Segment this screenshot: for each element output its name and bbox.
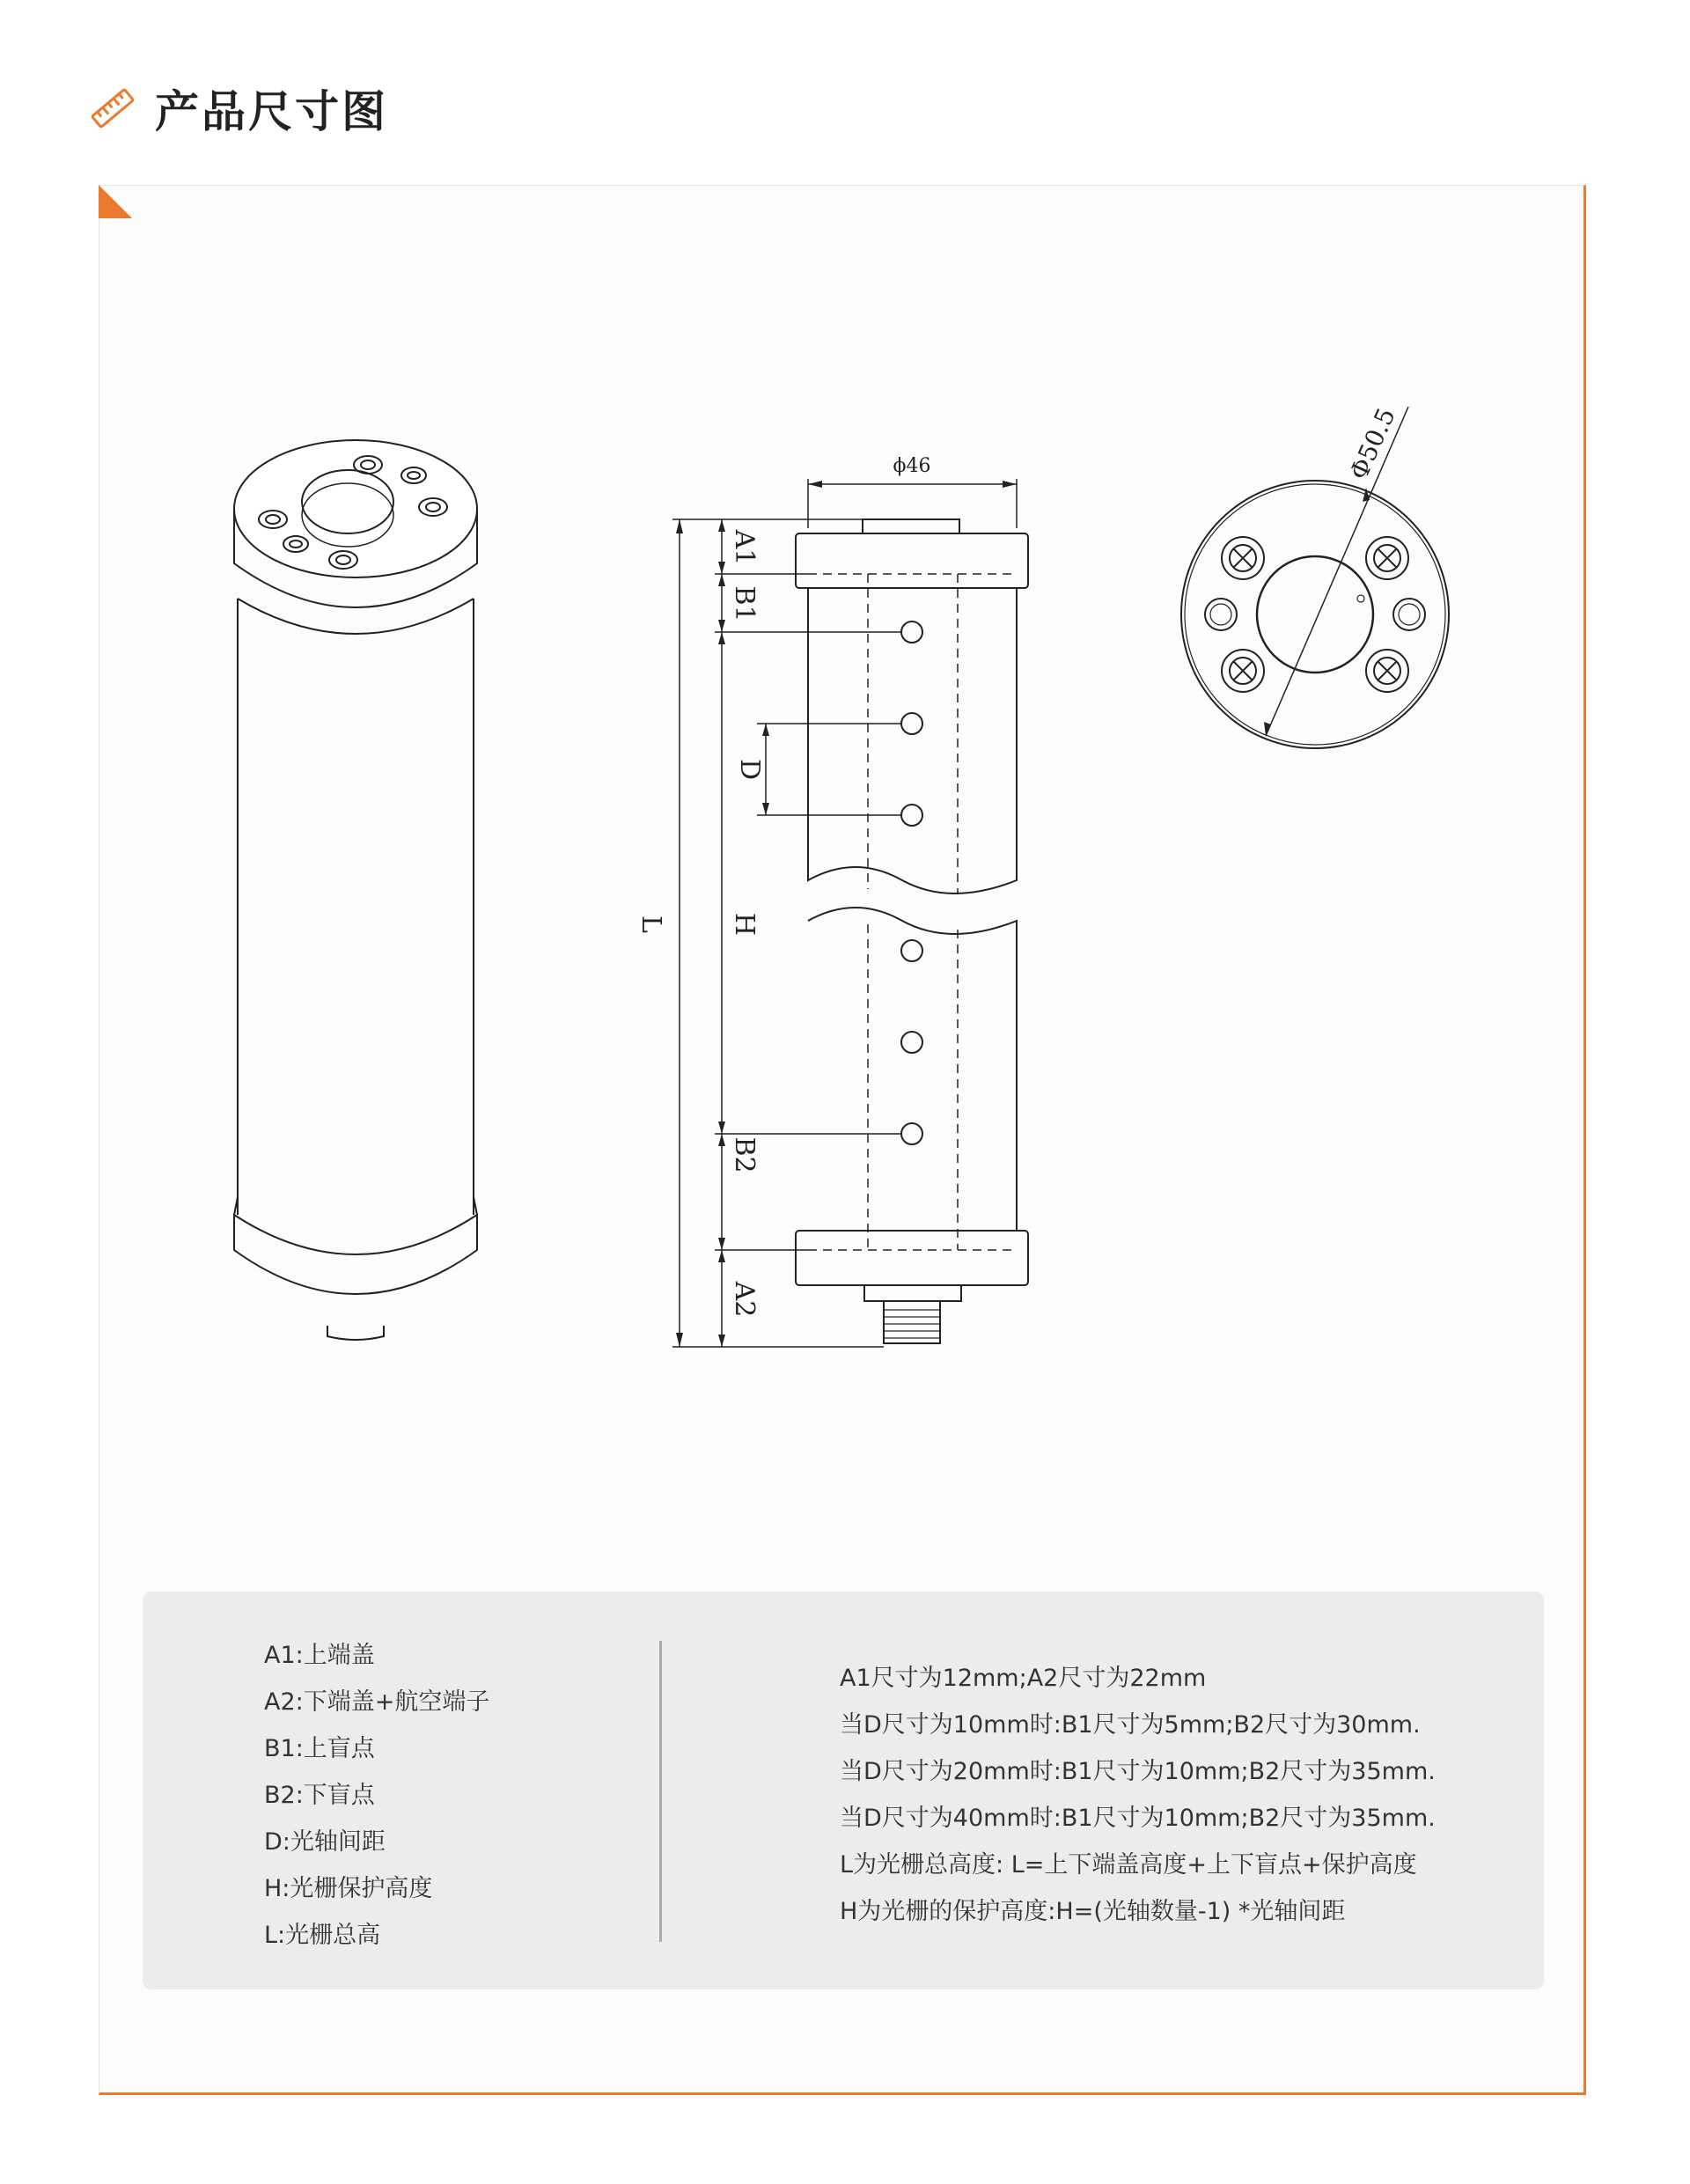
note-item: 当D尺寸为10mm时:B1尺寸为5mm;B2尺寸为30mm.: [840, 1711, 1421, 1739]
note-item: A1尺寸为12mm;A2尺寸为22mm: [840, 1665, 1207, 1692]
legend-item: B1:上盲点: [264, 1735, 375, 1762]
front-elevation-view: [796, 519, 1028, 1343]
legend-item: L:光栅总高: [264, 1922, 381, 1949]
top-view: [1181, 407, 1449, 748]
dim-label-H: H: [729, 912, 760, 937]
diameter-46-label: ϕ46: [893, 455, 931, 477]
notes-list: [840, 1655, 1436, 1935]
legend-item: A1:上端盖: [264, 1642, 375, 1669]
legend-item: H:光栅保护高度: [264, 1875, 433, 1902]
product-3d-view: [234, 440, 477, 1340]
legend-list: [264, 1632, 489, 1959]
top-view-arrows: [1264, 488, 1370, 736]
dimension-lines: [672, 479, 1017, 1347]
note-item: L为光栅总高度: L=上下端盖高度+上下盲点+保护高度: [840, 1851, 1417, 1879]
dim-label-B1: B1: [729, 585, 760, 622]
diameter-50-5-label: Φ50.5: [1343, 403, 1401, 484]
page-title: 产品尺寸图: [155, 86, 388, 137]
legend-item: B2:下盲点: [264, 1782, 375, 1809]
legend-divider: [659, 1641, 662, 1942]
legend-box: [143, 1592, 1544, 1989]
dim-label-B2: B2: [729, 1136, 760, 1173]
dim-label-A2: A2: [729, 1281, 760, 1318]
note-item: 当D尺寸为20mm时:B1尺寸为10mm;B2尺寸为35mm.: [840, 1758, 1436, 1785]
dim-label-L: L: [636, 916, 666, 933]
dim-label-D: D: [734, 758, 765, 781]
note-item: 当D尺寸为40mm时:B1尺寸为10mm;B2尺寸为35mm.: [840, 1805, 1436, 1832]
legend-item: D:光轴间距: [264, 1828, 386, 1856]
note-item: H为光栅的保护高度:H=(光轴数量-1) *光轴间距: [840, 1898, 1346, 1925]
dimension-arrows: [676, 481, 1017, 1347]
legend-item: A2:下端盖+航空端子: [264, 1688, 490, 1716]
dim-label-A1: A1: [729, 529, 760, 566]
